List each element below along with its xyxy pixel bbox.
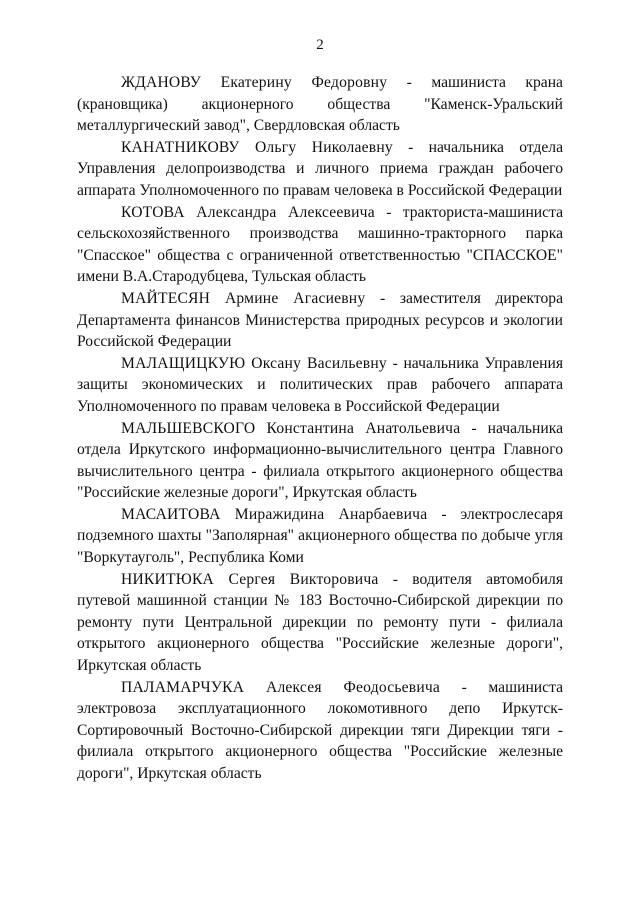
person-description: - начальника Управления защиты экономических и политических прав рабочего аппарата Уполномоченного по правам человека в Российской Федерации bbox=[77, 354, 563, 415]
person-description: - начальника отдела Управления делопроизводства и личного приема граждан рабочего аппарата Уполномоченного по правам человека в Российской Федерации bbox=[77, 138, 563, 199]
list-item bbox=[77, 569, 563, 677]
person-description: - заместителя директора Департамента финансов Министерства природных ресурсов и экологии Российской Федерации bbox=[77, 289, 563, 351]
person-description: - электрослесаря подземного шахты "Заполярная" акционерного общества по добыче угля "Воркутауголь", Республика Коми bbox=[77, 505, 563, 567]
person-name: МАСАИТОВА Миражидина Анарбаевича bbox=[121, 505, 428, 523]
list-item bbox=[77, 137, 563, 202]
person-name: ЖДАНОВУ Екатерину Федоровну bbox=[121, 74, 388, 91]
list-item bbox=[77, 353, 563, 418]
person-name: КАНАТНИКОВУ Ольгу Николаевну bbox=[121, 138, 393, 156]
person-description: - водителя автомобиля путевой машинной станции № 183 Восточно-Сибирской дирекции по ремонту пути Центральной дирекции по ремонту пути - филиала открытого акционерного общества "Российские железные дороги", Иркутская область bbox=[77, 570, 563, 675]
person-description: - тракториста-машиниста сельскохозяйственного производства машинно-тракторного парка "Спасское" общества с ограниченной ответственностью "СПАССКОЕ" имени В.А.Стародубцева, Тульская область bbox=[77, 203, 563, 286]
person-name: НИКИТЮКА Сергея Викторовича bbox=[121, 570, 379, 588]
person-description: - начальника отдела Иркутского информационно-вычислительного центра Главного вычислительного центра - филиала открытого акционерного общества "Российские железные дороги", Иркутская область bbox=[77, 419, 563, 502]
list-item bbox=[77, 418, 563, 504]
person-name: ПАЛАМАРЧУКА Алексея Феодосьевича bbox=[121, 678, 441, 696]
person-name: МАЙТЕСЯН Армине Агасиевну bbox=[121, 289, 366, 307]
person-description: - машиниста электровоза эксплуатационного локомотивного депо Иркутск-Сортировочный Восточно-Сибирской дирекции тяги Дирекции тяги - филиала открытого акционерного общества "Российские железные дороги", Иркутская область bbox=[77, 678, 563, 782]
page-number: 2 bbox=[316, 37, 324, 53]
person-name: МАЛАЩИЦКУЮ Оксану Васильевну bbox=[121, 354, 387, 372]
list-item bbox=[77, 677, 563, 785]
person-name: КОТОВА Александра Алексеевича bbox=[121, 203, 375, 221]
list-item bbox=[77, 504, 563, 569]
list-item bbox=[77, 288, 563, 353]
person-description: - машиниста крана (крановщика) акционерного общества "Каменск-Уральский металлургический завод", Свердловская область bbox=[77, 74, 563, 135]
list-item bbox=[77, 72, 563, 137]
person-name: МАЛЬШЕВСКОГО Константина Анатольевича bbox=[121, 419, 461, 437]
award-list bbox=[77, 72, 563, 785]
list-item bbox=[77, 202, 563, 288]
